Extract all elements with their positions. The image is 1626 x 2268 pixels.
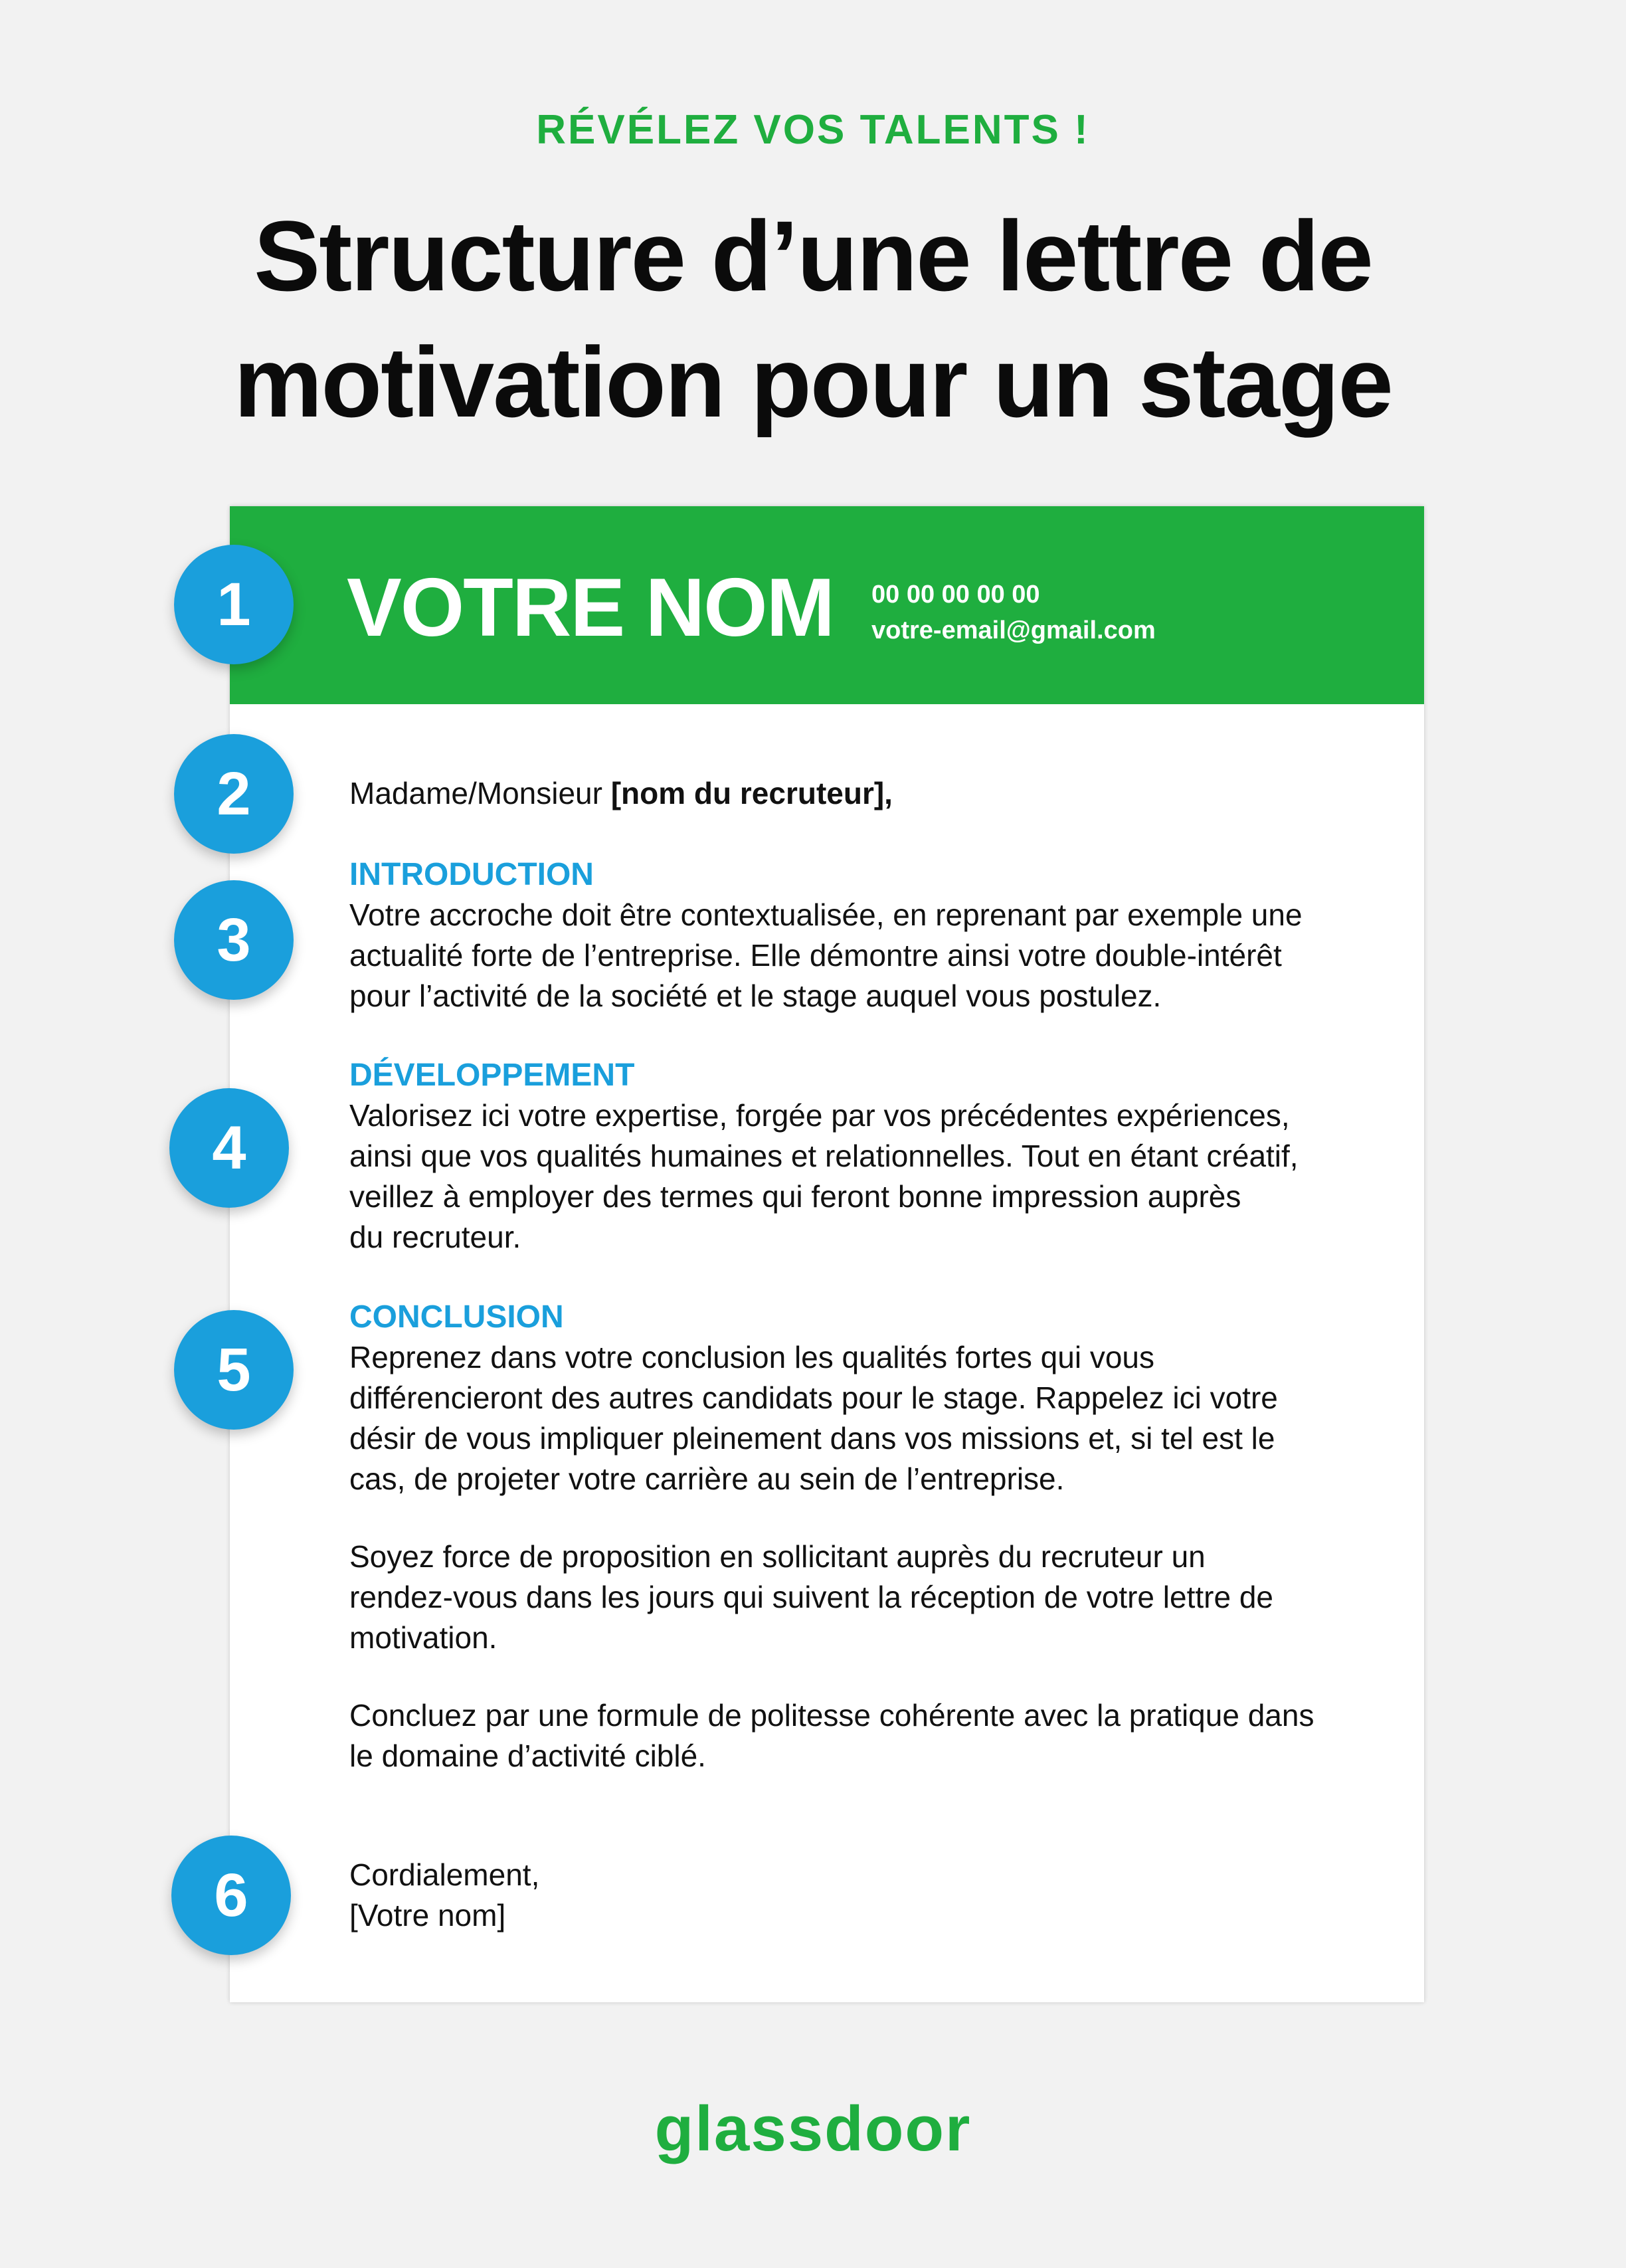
closing-text: Cordialement, (349, 1857, 540, 1892)
kicker-heading: RÉVÉLEZ VOS TALENTS ! (536, 107, 1090, 153)
signature-text: [Votre nom] (349, 1898, 506, 1933)
section-conclusion (349, 1297, 1386, 1499)
salutation-text: Madame/Monsieur (349, 776, 602, 810)
conclusion-line: désir de vous impliquer pleinement dans vos missions et, si tel est le (349, 1421, 1275, 1456)
sender-name: VOTRE NOM (347, 562, 834, 654)
dev-line: Valorisez ici votre expertise, forgée par vos précédentes expériences, (349, 1098, 1290, 1133)
sender-email: votre-email@gmail.com (871, 616, 1156, 644)
step-2-badge: 2 (174, 734, 294, 854)
proposition-line: rendez-vous dans les jours qui suivent la réception de votre lettre de (349, 1580, 1274, 1614)
section-introduction (349, 854, 1386, 1016)
closing-block (349, 1855, 1386, 1936)
step-1-badge: 1 (174, 545, 294, 664)
letter-header (230, 506, 1424, 704)
page-title (0, 193, 1626, 445)
title-line-1: Structure d’une lettre de (254, 200, 1372, 312)
salutation (349, 773, 1386, 814)
proposition-paragraph (349, 1537, 1386, 1658)
intro-line: pour l’activité de la société et le stage auquel vous postulez. (349, 979, 1162, 1013)
intro-line: Votre accroche doit être contextualisée, en reprenant par exemple une (349, 898, 1303, 932)
recruiter-name: [nom du recruteur], (610, 776, 893, 810)
introduction-title: INTRODUCTION (349, 857, 594, 892)
title-line-2: motivation pour un stage (234, 326, 1392, 438)
dev-line: ainsi que vos qualités humaines et relationnelles. Tout en étant créatif, (349, 1139, 1299, 1173)
politeness-line: Concluez par une formule de politesse cohérente avec la pratique dans (349, 1698, 1314, 1733)
proposition-line: Soyez force de proposition en sollicitant auprès du recruteur un (349, 1539, 1206, 1574)
letter-template (230, 506, 1424, 2002)
section-developpement (349, 1055, 1386, 1258)
glassdoor-logo: glassdoor (654, 2093, 972, 2164)
sender-phone: 00 00 00 00 00 (871, 581, 1040, 609)
conclusion-line: cas, de projeter votre carrière au sein de l’entreprise. (349, 1462, 1065, 1496)
politeness-line: le domaine d’activité ciblé. (349, 1739, 706, 1773)
step-5-badge: 5 (174, 1310, 294, 1430)
step-4-badge: 4 (169, 1088, 289, 1208)
step-6-badge: 6 (171, 1836, 291, 1955)
step-3-badge: 3 (174, 880, 294, 1000)
dev-line: du recruteur. (349, 1220, 521, 1254)
politeness-paragraph (349, 1695, 1386, 1776)
developpement-title: DÉVELOPPEMENT (349, 1058, 635, 1093)
conclusion-title: CONCLUSION (349, 1299, 564, 1335)
conclusion-line: différencieront des autres candidats pour le stage. Rappelez ici votre (349, 1380, 1278, 1415)
proposition-line: motivation. (349, 1620, 497, 1655)
sender-contact (871, 577, 1156, 648)
conclusion-line: Reprenez dans votre conclusion les qualités fortes qui vous (349, 1340, 1155, 1374)
intro-line: actualité forte de l’entreprise. Elle démontre ainsi votre double-intérêt (349, 938, 1282, 973)
dev-line: veillez à employer des termes qui feront bonne impression auprès (349, 1179, 1241, 1214)
